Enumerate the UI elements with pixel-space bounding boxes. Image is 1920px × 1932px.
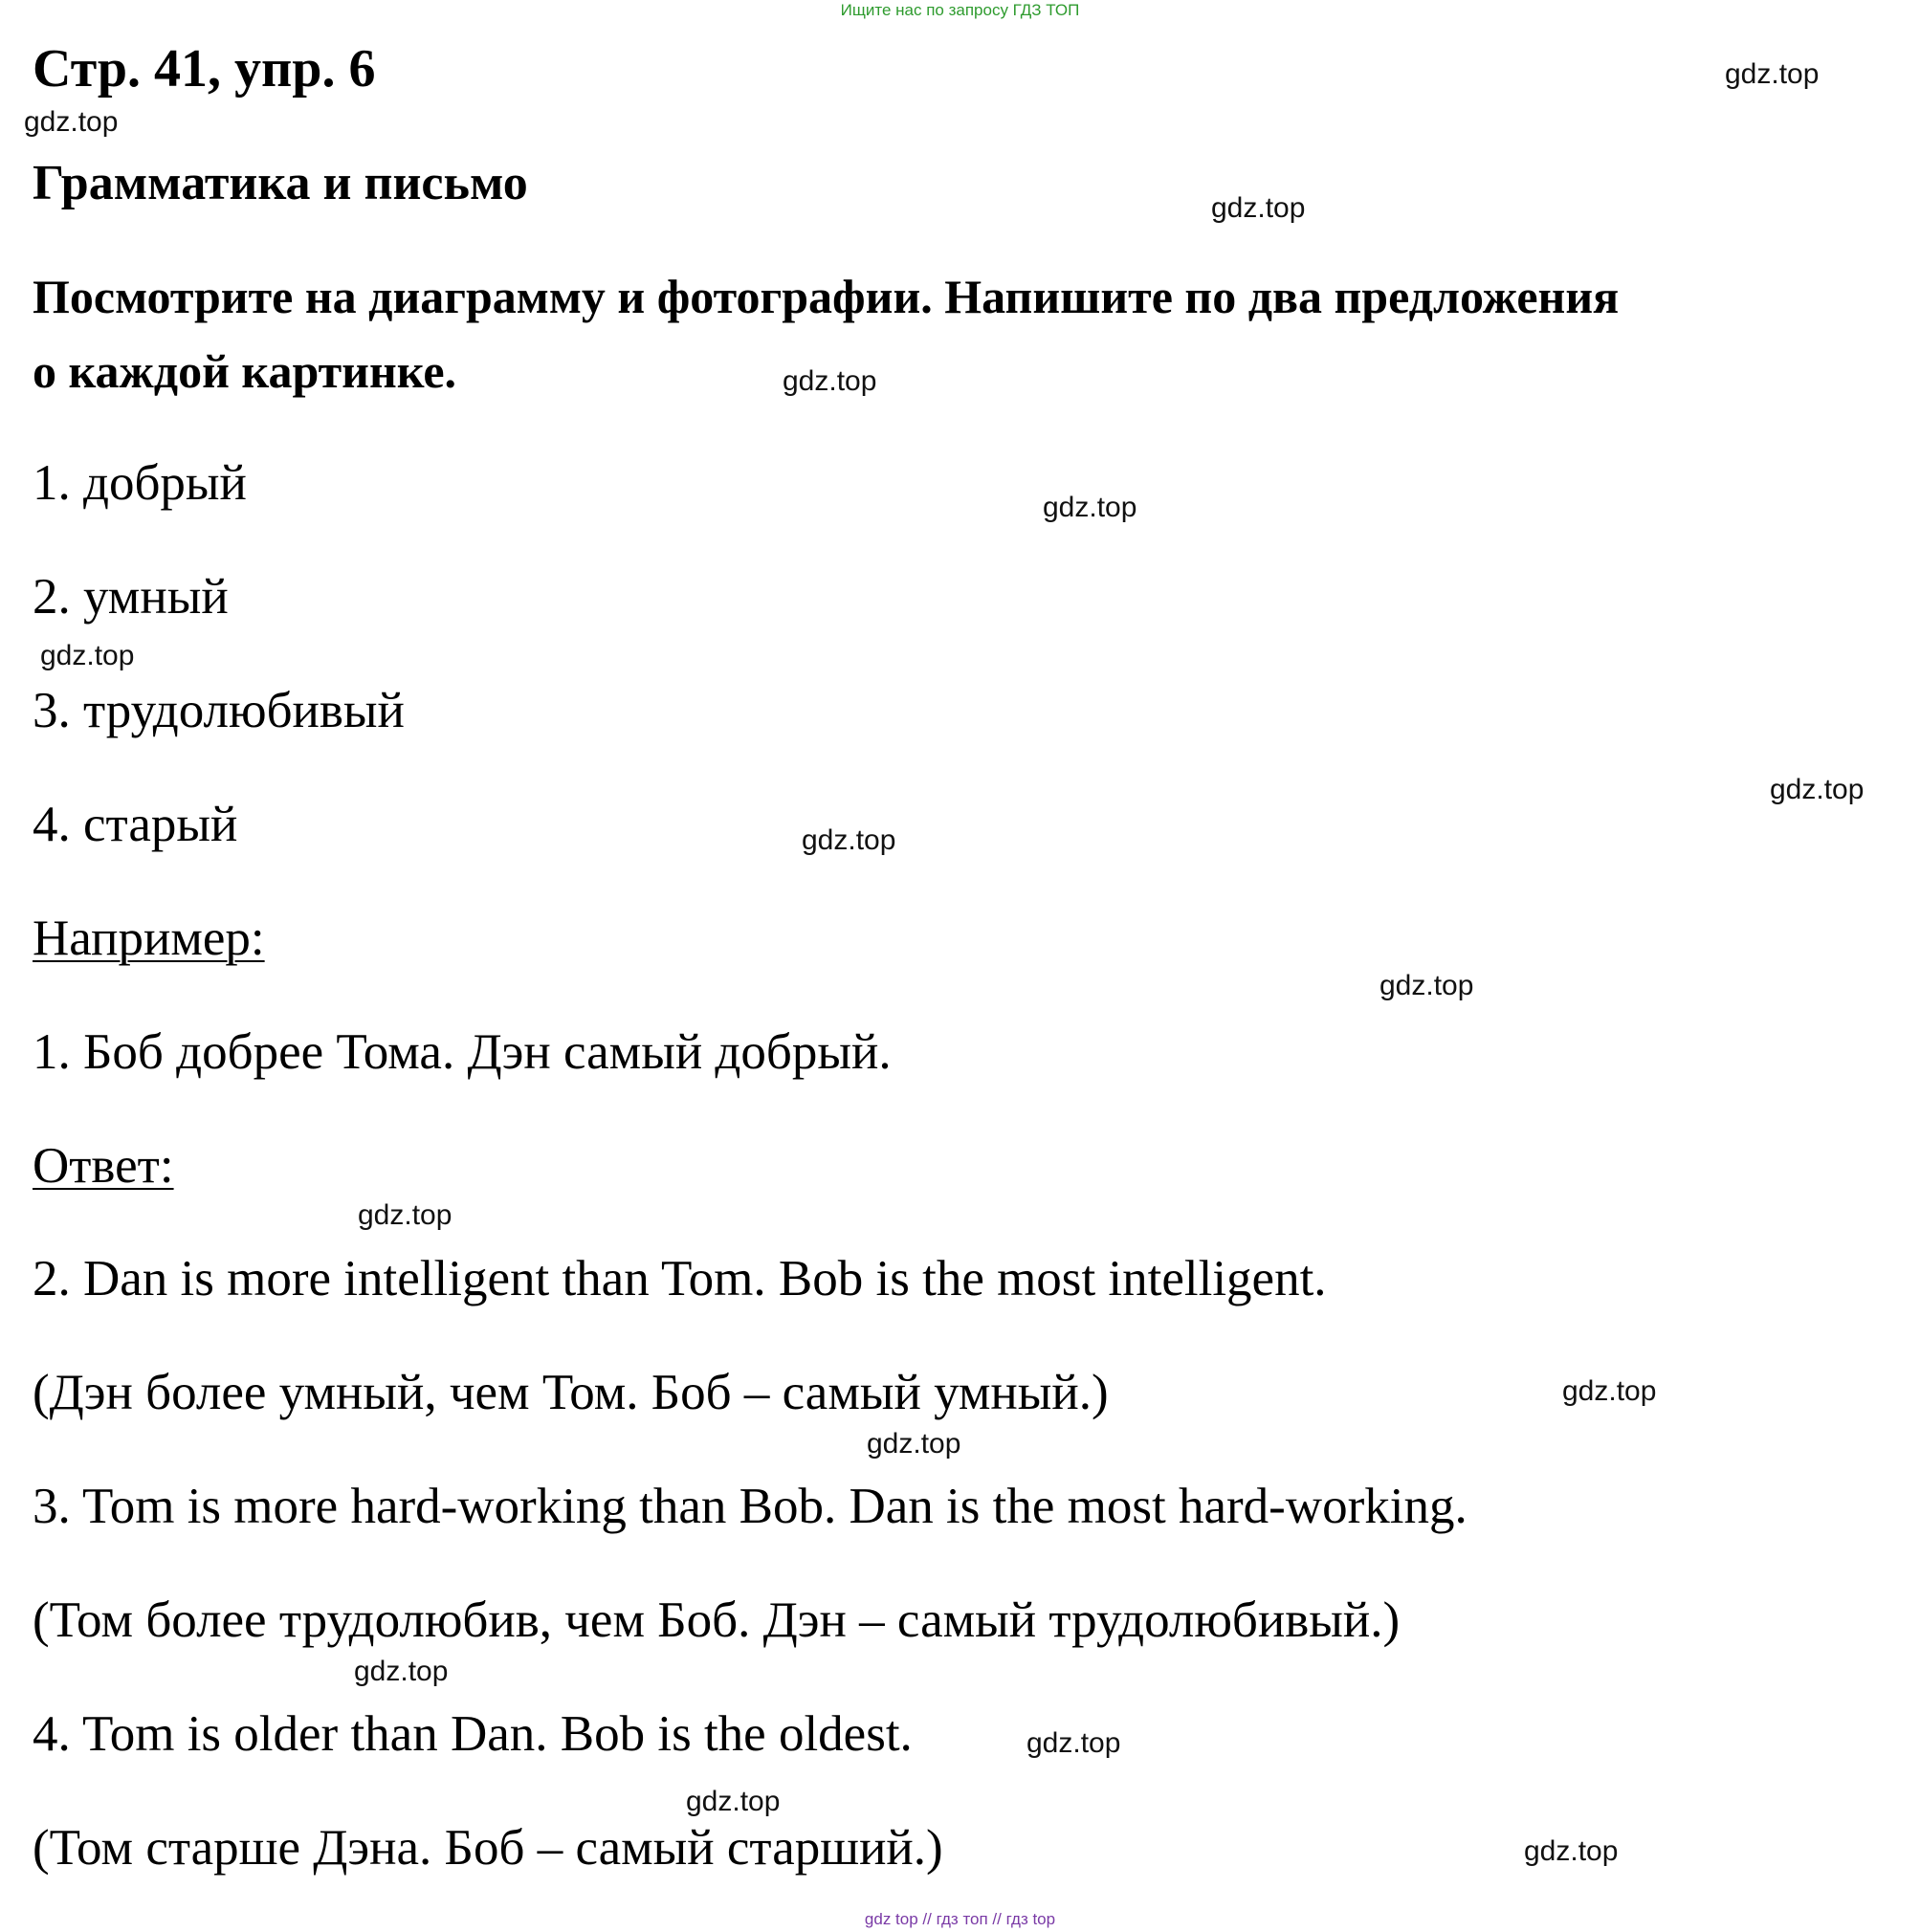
answer-label: Ответ:	[33, 1138, 174, 1194]
example-text: 1. Боб добрее Тома. Дэн самый добрый.	[33, 1024, 892, 1080]
word-item: 3. трудолюбивый	[33, 683, 405, 738]
watermark: gdz.top	[354, 1656, 449, 1687]
task-line-1: Посмотрите на диаграмму и фотографии. Напишите по два предложения	[33, 270, 1620, 323]
watermark: gdz.top	[358, 1199, 452, 1231]
watermark: gdz.top	[1725, 58, 1820, 90]
page-title: Стр. 41, упр. 6	[33, 39, 376, 99]
watermark: gdz.top	[1562, 1375, 1657, 1407]
task-line-2: о каждой картинке.	[33, 344, 457, 398]
example-label: Например:	[33, 911, 265, 966]
top-banner: Ищите нас по запросу ГДЗ ТОП	[840, 1, 1080, 19]
word-item: 1. добрый	[33, 455, 247, 511]
watermark: gdz.top	[40, 640, 135, 671]
answer-line: 3. Tom is more hard-working than Bob. Dan is the most hard-working.	[33, 1479, 1468, 1534]
answer-translation: (Том более трудолюбив, чем Боб. Дэн – самый трудолюбивый.)	[33, 1592, 1401, 1648]
watermark: gdz.top	[1026, 1727, 1121, 1759]
watermark: gdz.top	[24, 106, 119, 138]
watermark: gdz.top	[802, 824, 896, 856]
watermark: gdz.top	[867, 1428, 961, 1460]
watermark: gdz.top	[1043, 492, 1137, 523]
section-heading: Грамматика и письмо	[33, 156, 528, 210]
word-item: 2. умный	[33, 569, 229, 625]
answer-translation: (Том старше Дэна. Боб – самый старший.)	[33, 1820, 943, 1876]
watermark: gdz.top	[1770, 774, 1865, 805]
answer-translation: (Дэн более умный, чем Том. Боб – самый умный.)	[33, 1365, 1109, 1420]
watermark: gdz.top	[1379, 970, 1474, 1001]
word-item: 4. старый	[33, 797, 238, 852]
bottom-banner: gdz top // гдз топ // гдз top	[864, 1910, 1056, 1928]
answer-line: 2. Dan is more intelligent than Tom. Bob is the most intelligent.	[33, 1251, 1327, 1306]
watermark: gdz.top	[783, 365, 877, 397]
answer-line: 4. Tom is older than Dan. Bob is the oldest.	[33, 1706, 913, 1762]
watermark: gdz.top	[1211, 192, 1306, 224]
watermark: gdz.top	[1524, 1835, 1619, 1867]
watermark: gdz.top	[686, 1786, 781, 1817]
